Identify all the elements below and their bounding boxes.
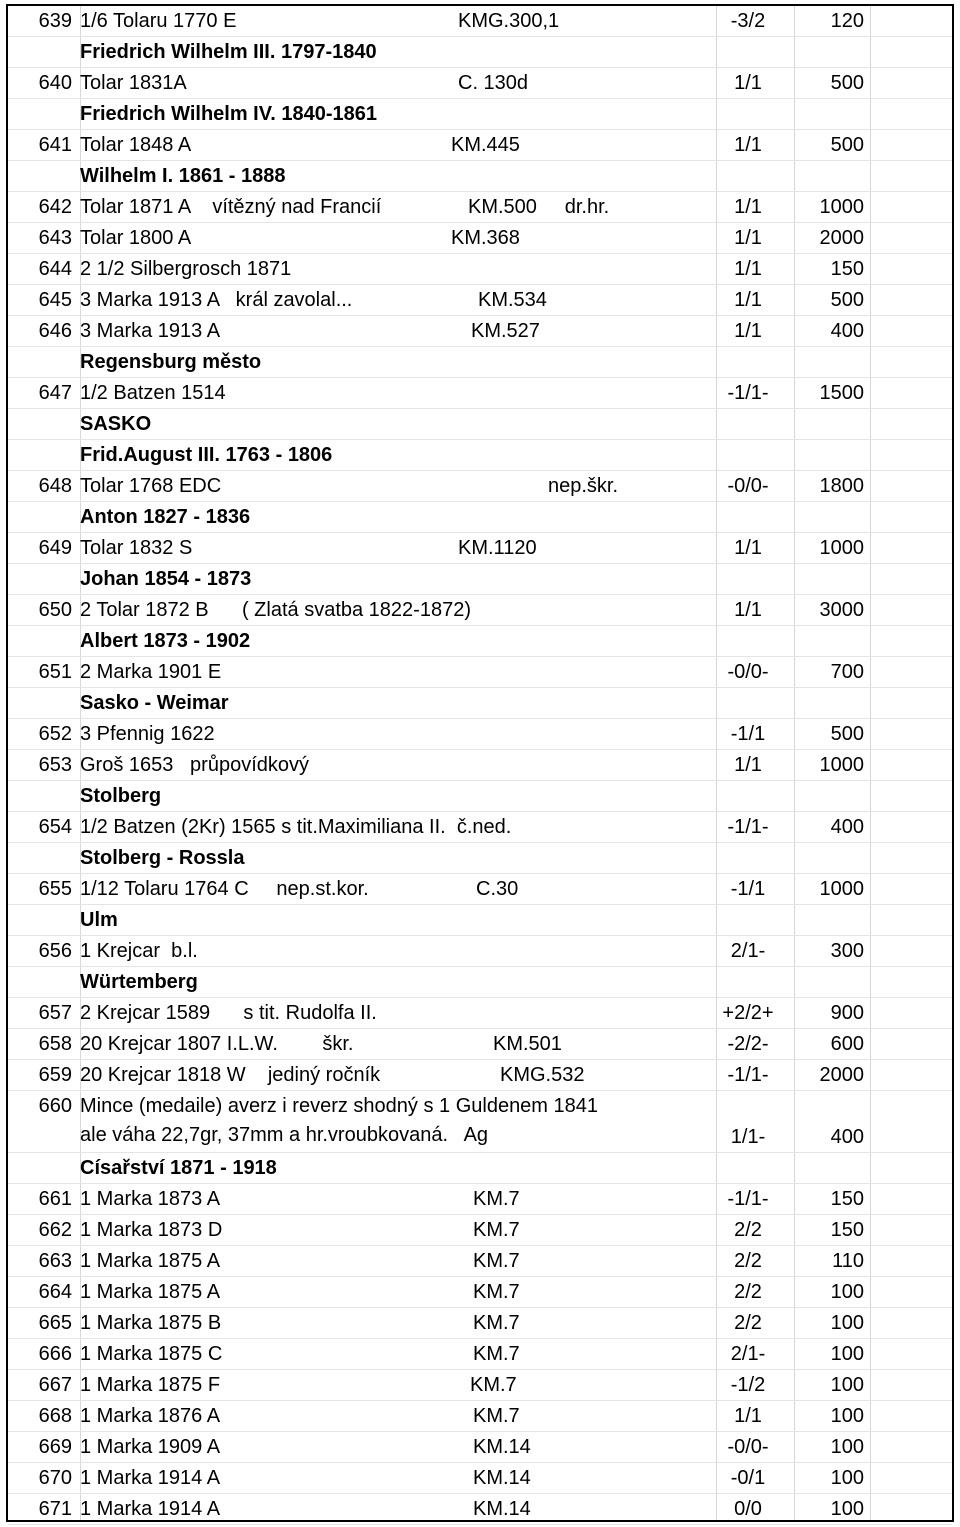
section-header-row [8,1153,952,1184]
lot-price: 2000 [819,1064,864,1086]
lot-row [8,936,952,967]
lot-price: 400 [830,320,864,342]
lot-price: 150 [830,1188,864,1210]
lot-row [8,812,952,843]
catalog-reference: KM.501 [493,1033,562,1055]
section-header-row [8,347,952,378]
catalog-reference: KM.7 [473,1250,520,1272]
lot-row [8,68,952,99]
lot-description: 1/2 Batzen 1514 [80,382,226,404]
lot-number: 653 [38,754,72,776]
lot-row [8,1029,952,1060]
lot-description: 1 Marka 1873 A [80,1188,221,1210]
catalog-reference: KM.14 [473,1467,531,1489]
lot-row [8,316,952,347]
lot-price: 500 [830,72,864,94]
lot-description: Mince (medaile) averz i reverz shodný s 1 Guldenem 1841 [80,1095,599,1117]
lot-description-line2: ale váha 22,7gr, 37mm a hr.vroubkovaná. Ag [80,1124,489,1146]
lot-row [8,1370,952,1401]
lot-price: 900 [830,1002,864,1024]
lot-price: 120 [830,10,864,32]
catalog-reference: KM.14 [473,1498,531,1520]
lot-row [8,378,952,409]
catalog-sheet [6,4,954,1522]
lot-description: Tolar 1871 A vítězný nad Francií [80,196,382,218]
lot-number: 645 [38,289,72,311]
section-header-row [8,843,952,874]
lot-price: 700 [830,661,864,683]
lot-price: 400 [830,1126,864,1148]
lot-row [8,223,952,254]
lot-grade: 1/1 [734,72,762,94]
lot-row [8,1494,952,1525]
section-header: Frid.August III. 1763 - 1806 [80,444,333,466]
lot-description: Tolar 1832 S [80,537,193,559]
lot-price: 150 [830,1219,864,1241]
lot-grade: 1/1- [730,1126,766,1148]
lot-number: 659 [38,1064,72,1086]
section-header: Stolberg [80,785,162,807]
lot-grade: -0/0- [727,1436,769,1458]
lot-grade: 1/1 [734,134,762,156]
catalog-reference: KM.500 dr.hr. [468,196,610,218]
lot-grade: -1/1- [727,1064,769,1086]
section-header: Ulm [80,909,118,931]
lot-description: 1 Krejcar b.l. [80,940,198,962]
lot-price: 1000 [819,537,864,559]
lot-description: 20 Krejcar 1807 I.L.W. škr. [80,1033,354,1055]
section-header-row [8,967,952,998]
lot-description: 20 Krejcar 1818 W jediný ročník [80,1064,381,1086]
lot-price: 100 [830,1498,864,1520]
lot-number: 650 [38,599,72,621]
lot-description: 3 Pfennig 1622 [80,723,215,745]
lot-price: 3000 [819,599,864,621]
lot-row [8,595,952,626]
lot-grade: -1/1- [727,1188,769,1210]
lot-number: 661 [38,1188,72,1210]
lot-grade: -3/2 [730,10,766,32]
catalog-reference: KM.7 [473,1343,520,1365]
section-header: Friedrich Wilhelm III. 1797-1840 [80,41,377,63]
lot-number: 670 [38,1467,72,1489]
section-header-row [8,626,952,657]
lot-number: 664 [38,1281,72,1303]
section-header: Císařství 1871 - 1918 [80,1157,277,1179]
section-header: Sasko - Weimar [80,692,229,714]
lot-grade: 1/1 [734,196,762,218]
catalog-reference: KM.14 [473,1436,531,1458]
catalog-reference: KM.7 [473,1219,520,1241]
lot-row [8,1215,952,1246]
lot-grade: 2/2 [734,1281,762,1303]
section-header-row [8,99,952,130]
lot-grade: -1/1- [727,382,769,404]
lot-number: 649 [38,537,72,559]
lot-row [8,285,952,316]
lot-price: 100 [830,1343,864,1365]
catalog-reference: KM.445 [451,134,520,156]
lot-grade: 1/1 [734,1405,762,1427]
section-header-row [8,37,952,68]
lot-grade: 1/1 [734,258,762,280]
section-header: Anton 1827 - 1836 [80,506,251,528]
lot-row [8,1246,952,1277]
lot-row [8,998,952,1029]
lot-price: 600 [830,1033,864,1055]
lot-grade: 1/1 [734,599,762,621]
lot-row [8,254,952,285]
lot-description: 2 Tolar 1872 B ( Zlatá svatba 1822-1872) [80,599,471,621]
lot-description: 1/12 Tolaru 1764 C nep.st.kor. [80,878,369,900]
lot-grade: 0/0 [734,1498,762,1520]
lot-price: 2000 [819,227,864,249]
lot-row [8,1091,952,1153]
lot-description: 1 Marka 1875 B [80,1312,222,1334]
section-header-row [8,688,952,719]
lot-number: 665 [38,1312,72,1334]
lot-price: 100 [830,1405,864,1427]
lot-description: 1 Marka 1875 C [80,1343,223,1365]
lot-description: 1/2 Batzen (2Kr) 1565 s tit.Maximiliana II. č.ned. [80,816,512,838]
lot-row [8,874,952,905]
catalog-reference: C.30 [476,878,519,900]
lot-row [8,192,952,223]
catalog-reference: KMG.532 [500,1064,585,1086]
lot-number: 644 [38,258,72,280]
section-header-row [8,440,952,471]
lot-row [8,1308,952,1339]
section-header-row [8,564,952,595]
section-header: Johan 1854 - 1873 [80,568,252,590]
lot-price: 400 [830,816,864,838]
lot-row [8,1339,952,1370]
catalog-reference: KM.1120 [458,537,537,559]
lot-number: 657 [38,1002,72,1024]
catalog-reference: nep.škr. [548,475,619,497]
section-header: Albert 1873 - 1902 [80,630,251,652]
section-header: Regensburg město [80,351,262,373]
lot-row [8,130,952,161]
lot-row [8,657,952,688]
section-header: SASKO [80,413,152,435]
lot-description: 1 Marka 1875 A [80,1250,221,1272]
lot-grade: 2/1- [730,1343,766,1365]
lot-row [8,471,952,502]
catalog-reference: KM.7 [473,1188,520,1210]
lot-number: 669 [38,1436,72,1458]
catalog-reference: KM.7 [470,1374,517,1396]
lot-number: 668 [38,1405,72,1427]
lot-price: 100 [830,1374,864,1396]
lot-grade: 2/2 [734,1250,762,1272]
lot-description: Tolar 1768 EDC [80,475,222,497]
lot-number: 651 [38,661,72,683]
catalog-reference: KMG.300,1 [458,10,560,32]
lot-number: 663 [38,1250,72,1272]
lot-description: 1 Marka 1875 A [80,1281,221,1303]
lot-description: 1 Marka 1875 F [80,1374,221,1396]
section-header-row [8,502,952,533]
lot-price: 1500 [819,382,864,404]
catalog-reference: KM.7 [473,1281,520,1303]
lot-grade: +2/2+ [722,1002,774,1024]
section-header-row [8,905,952,936]
lot-row [8,719,952,750]
lot-number: 666 [38,1343,72,1365]
lot-grade: 1/1 [734,754,762,776]
lot-grade: -2/2- [727,1033,769,1055]
lot-price: 1000 [819,878,864,900]
lot-number: 656 [38,940,72,962]
lot-grade: -1/1 [730,723,766,745]
lot-description: 1 Marka 1914 A [80,1498,221,1520]
section-header: Würtemberg [80,971,198,993]
lot-grade: 1/1 [734,537,762,559]
lot-row [8,6,952,37]
lot-number: 655 [38,878,72,900]
lot-price: 100 [830,1436,864,1458]
section-header-row [8,781,952,812]
lot-grade: -1/2 [730,1374,766,1396]
lot-number: 639 [38,10,72,32]
section-header: Wilhelm I. 1861 - 1888 [80,165,286,187]
lot-description: 1 Marka 1914 A [80,1467,221,1489]
lot-price: 100 [830,1281,864,1303]
lot-price: 1000 [819,196,864,218]
lot-description: 3 Marka 1913 A [80,320,221,342]
lot-description: 2 Krejcar 1589 s tit. Rudolfa II. [80,1002,377,1024]
lot-number: 662 [38,1219,72,1241]
catalog-reference: KM.368 [451,227,520,249]
lot-description: 1 Marka 1873 D [80,1219,223,1241]
lot-grade: 1/1 [734,320,762,342]
lot-number: 640 [38,72,72,94]
lot-row [8,1401,952,1432]
lot-row [8,1463,952,1494]
lot-price: 1000 [819,754,864,776]
lot-price: 1800 [819,475,864,497]
lot-grade: 2/1- [730,940,766,962]
lot-grade: -1/1 [730,878,766,900]
lot-number: 642 [38,196,72,218]
lot-price: 500 [830,289,864,311]
lot-number: 647 [38,382,72,404]
catalog-reference: KM.7 [473,1312,520,1334]
section-header-row [8,409,952,440]
lot-description: 2 Marka 1901 E [80,661,222,683]
lot-number: 667 [38,1374,72,1396]
lot-description: 1 Marka 1909 A [80,1436,221,1458]
section-header-row [8,161,952,192]
lot-row [8,750,952,781]
lot-description: Tolar 1800 A [80,227,192,249]
lot-price: 300 [830,940,864,962]
lot-number: 643 [38,227,72,249]
catalog-reference: KM.7 [473,1405,520,1427]
lot-grade: -0/0- [727,475,769,497]
lot-price: 100 [830,1312,864,1334]
lot-grade: 2/2 [734,1219,762,1241]
lot-grade: 2/2 [734,1312,762,1334]
lot-number: 646 [38,320,72,342]
lot-grade: -0/0- [727,661,769,683]
section-header: Friedrich Wilhelm IV. 1840-1861 [80,103,378,125]
lot-row [8,533,952,564]
lot-grade: 1/1 [734,227,762,249]
lot-description: 1/6 Tolaru 1770 E [80,10,237,32]
catalog-reference: KM.534 [478,289,547,311]
lot-row [8,1060,952,1091]
catalog-reference: KM.527 [471,320,540,342]
section-header: Stolberg - Rossla [80,847,245,869]
lot-row [8,1432,952,1463]
lot-description: Tolar 1831A [80,72,187,94]
lot-description: Groš 1653 průpovídkový [80,754,310,776]
lot-price: 150 [830,258,864,280]
lot-row [8,1277,952,1308]
lot-number: 641 [38,134,72,156]
lot-grade: 1/1 [734,289,762,311]
catalog-reference: C. 130d [458,72,529,94]
lot-description: 3 Marka 1913 A král zavolal... [80,289,353,311]
lot-description: 2 1/2 Silbergrosch 1871 [80,258,292,280]
lot-description: Tolar 1848 A [80,134,192,156]
lot-number: 652 [38,723,72,745]
lot-grade: -0/1 [730,1467,766,1489]
lot-price: 500 [830,723,864,745]
lot-price: 500 [830,134,864,156]
lot-price: 110 [832,1250,864,1272]
lot-number: 660 [38,1095,72,1117]
lot-grade: -1/1- [727,816,769,838]
lot-number: 648 [38,475,72,497]
lot-description: 1 Marka 1876 A [80,1405,221,1427]
lot-number: 654 [38,816,72,838]
lot-number: 658 [38,1033,72,1055]
lot-number: 671 [38,1498,72,1520]
lot-row [8,1184,952,1215]
lot-price: 100 [830,1467,864,1489]
